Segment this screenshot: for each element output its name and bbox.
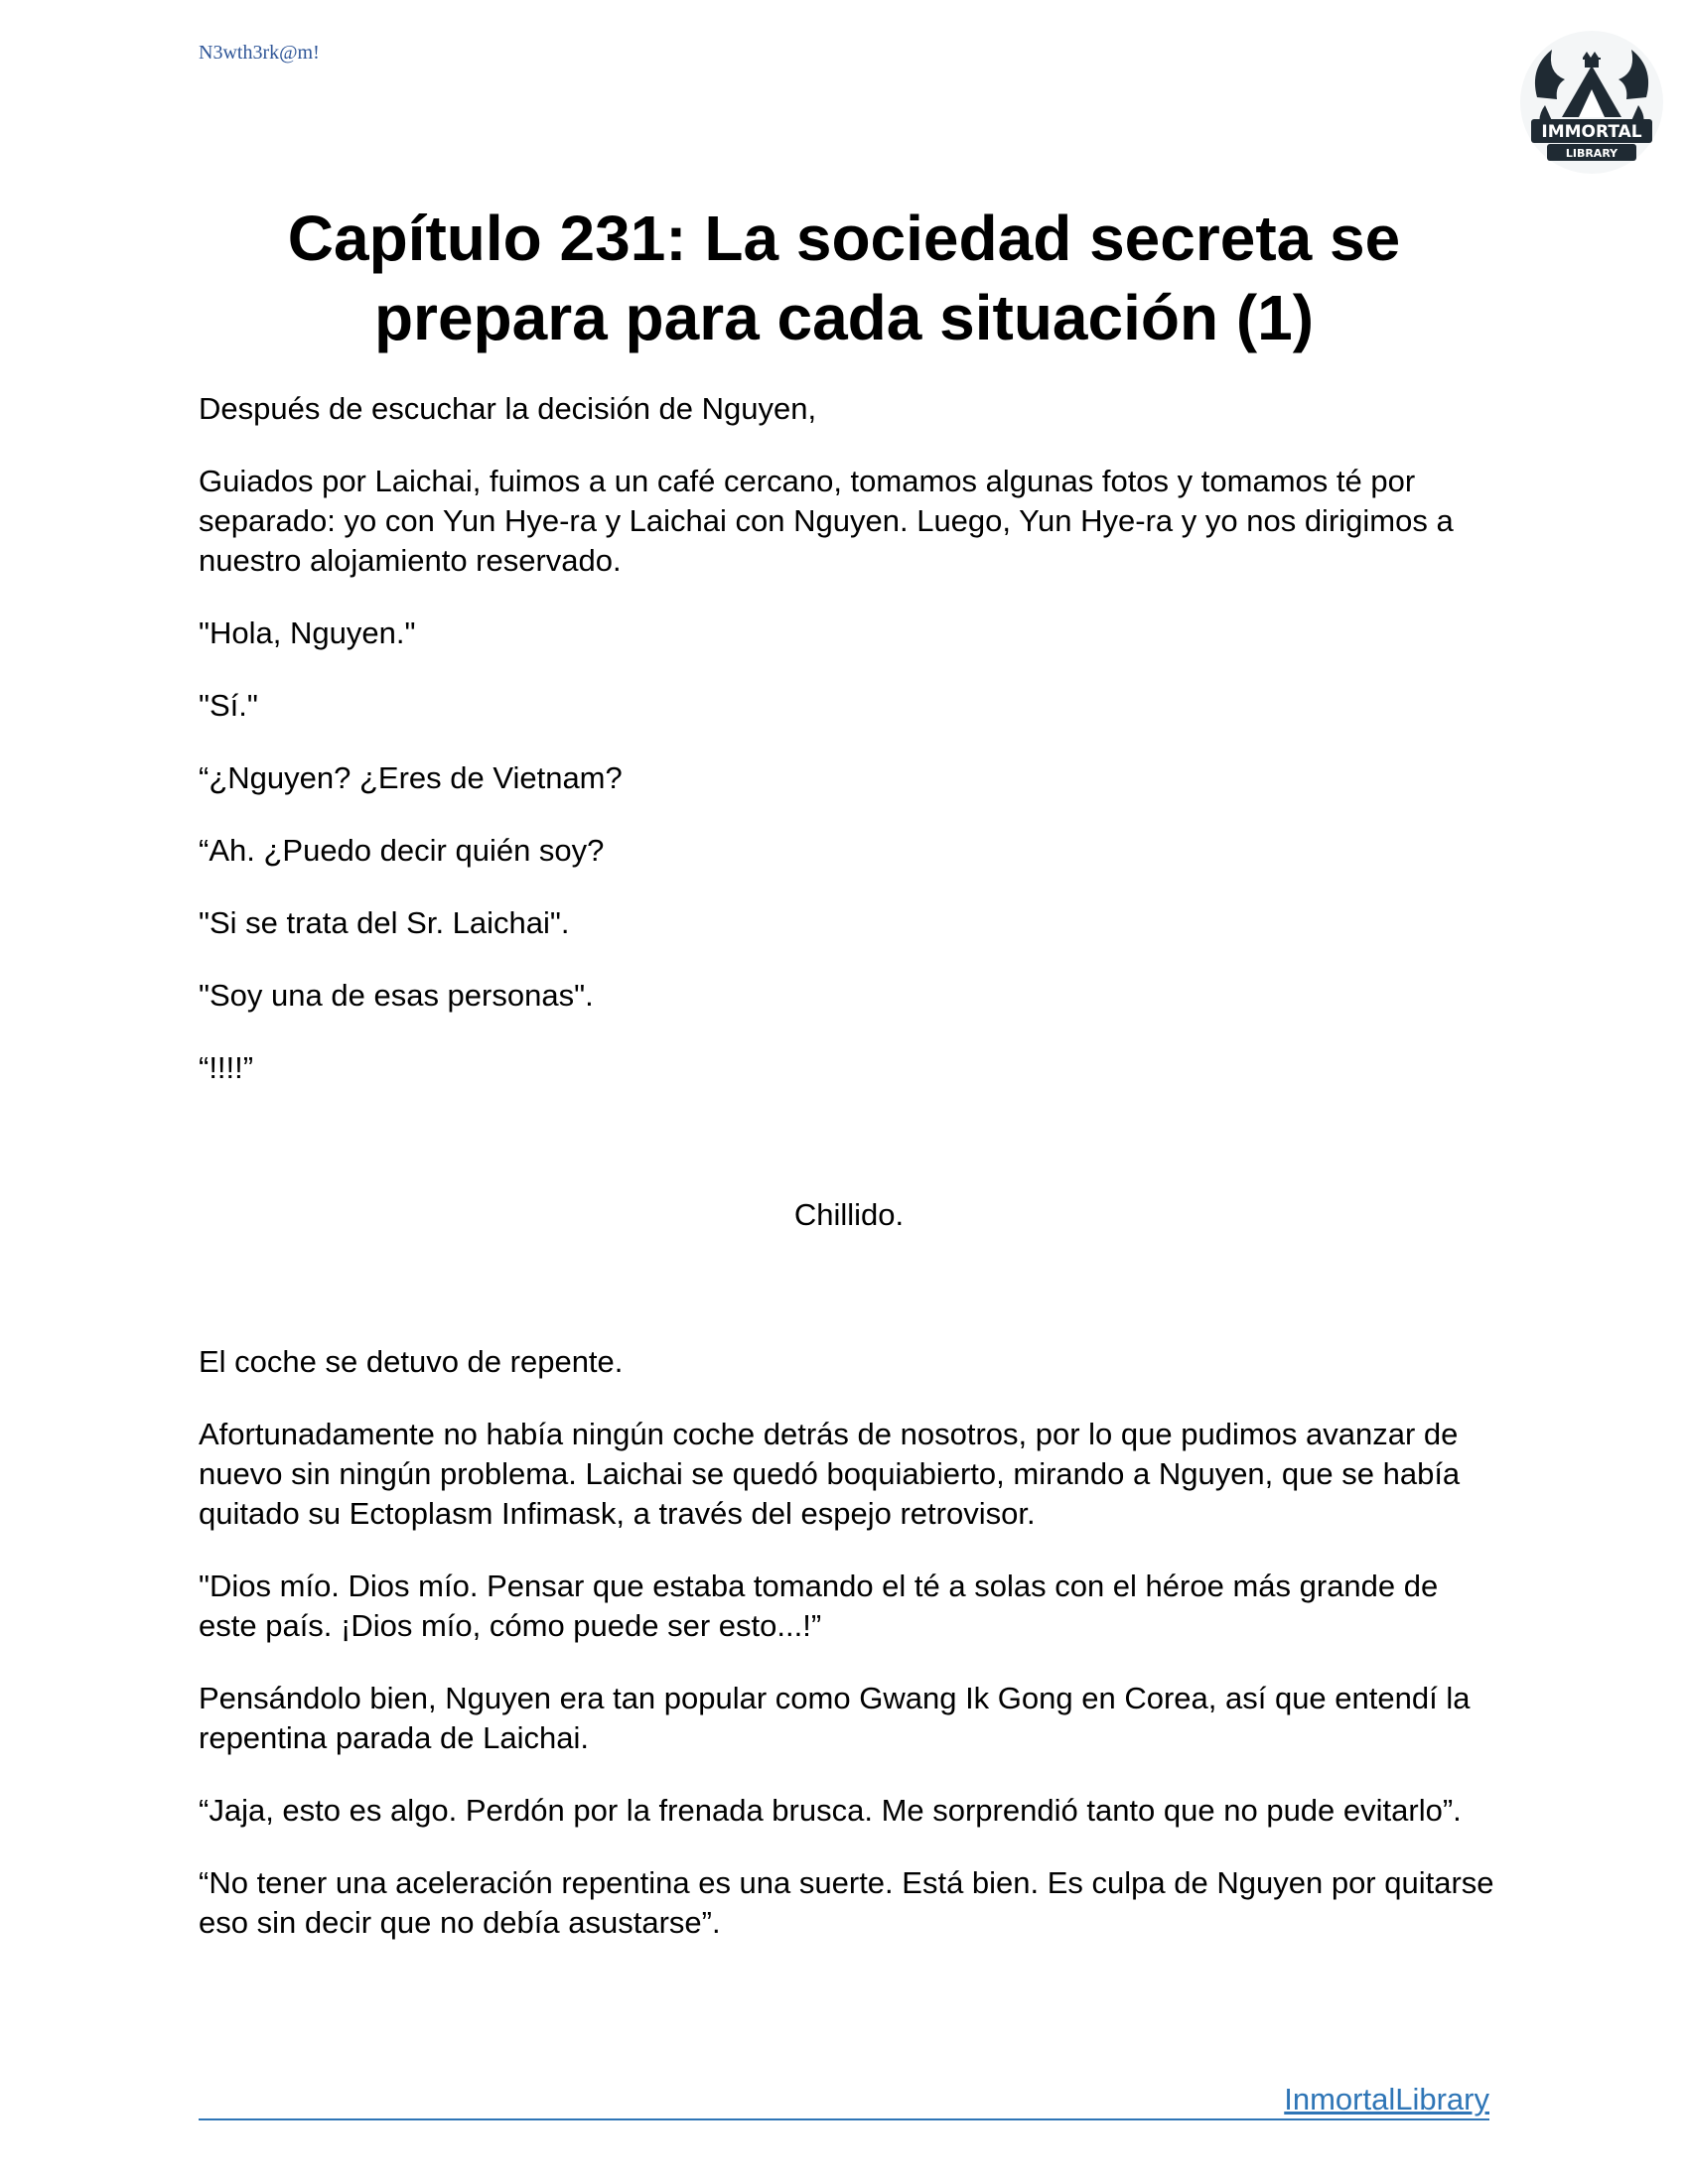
paragraph: Pensándolo bien, Nguyen era tan popular como Gwang Ik Gong en Corea, así que entendí la repentina parada de Laichai.: [199, 1681, 1471, 1755]
footer-divider: [199, 2118, 1489, 2120]
paragraph: El coche se detuvo de repente.: [199, 1344, 624, 1379]
spacer: [199, 1268, 1499, 1342]
header-tag: N3wth3rk@m!: [199, 42, 320, 64]
paragraph: Después de escuchar la decisión de Nguyen,: [199, 391, 817, 426]
paragraph: Guiados por Laichai, fuimos a un café cercano, tomamos algunas fotos y tomamos té por separado: yo con Yun Hye-ra y Laichai con Nguyen. Luego, Yun Hye-ra y yo nos dirigimos a nuestro alojamiento reservado.: [199, 464, 1454, 578]
chapter-title: Capítulo 231: La sociedad secreta se prepara para cada situación (1): [287, 203, 1401, 353]
chapter-body: [199, 389, 1499, 1976]
dialogue-line: "Si se trata del Sr. Laichai".: [199, 905, 570, 940]
dialogue-line: “No tener una aceleración repentina es una suerte. Está bien. Es culpa de Nguyen por quitarse eso sin decir que no debía asustarse”.: [199, 1865, 1494, 1940]
spacer: [199, 1121, 1499, 1195]
dialogue-line: "Hola, Nguyen.": [199, 615, 416, 650]
dialogue-line: "Sí.": [199, 688, 258, 723]
dialogue-line: “Ah. ¿Puedo decir quién soy?: [199, 833, 605, 868]
logo-text-bottom: LIBRARY: [1565, 147, 1618, 160]
logo-text-top: IMMORTAL: [1541, 122, 1642, 142]
dialogue-line: “!!!!”: [199, 1050, 254, 1085]
dialogue-line: “Jaja, esto es algo. Perdón por la frenada brusca. Me sorprendió tanto que no pude evitarlo”.: [199, 1793, 1462, 1828]
sound-effect-line: Chillido.: [793, 1197, 905, 1232]
footer-link[interactable]: InmortalLibrary: [1284, 2082, 1489, 2116]
dialogue-line: "Soy una de esas personas".: [199, 978, 594, 1013]
dialogue-line: “¿Nguyen? ¿Eres de Vietnam?: [199, 760, 623, 795]
immortal-library-logo: [1517, 28, 1666, 177]
paragraph: Afortunadamente no había ningún coche detrás de nosotros, por lo que pudimos avanzar de nuevo sin ningún problema. Laichai se quedó boquiabierto, mirando a Nguyen, que se había quitado su Ectoplasm Infimask, a través del espejo retrovisor.: [199, 1417, 1461, 1531]
dialogue-line: "Dios mío. Dios mío. Pensar que estaba tomando el té a solas con el héroe más grande de este país. ¡Dios mío, cómo puede ser esto...!”: [199, 1569, 1439, 1643]
